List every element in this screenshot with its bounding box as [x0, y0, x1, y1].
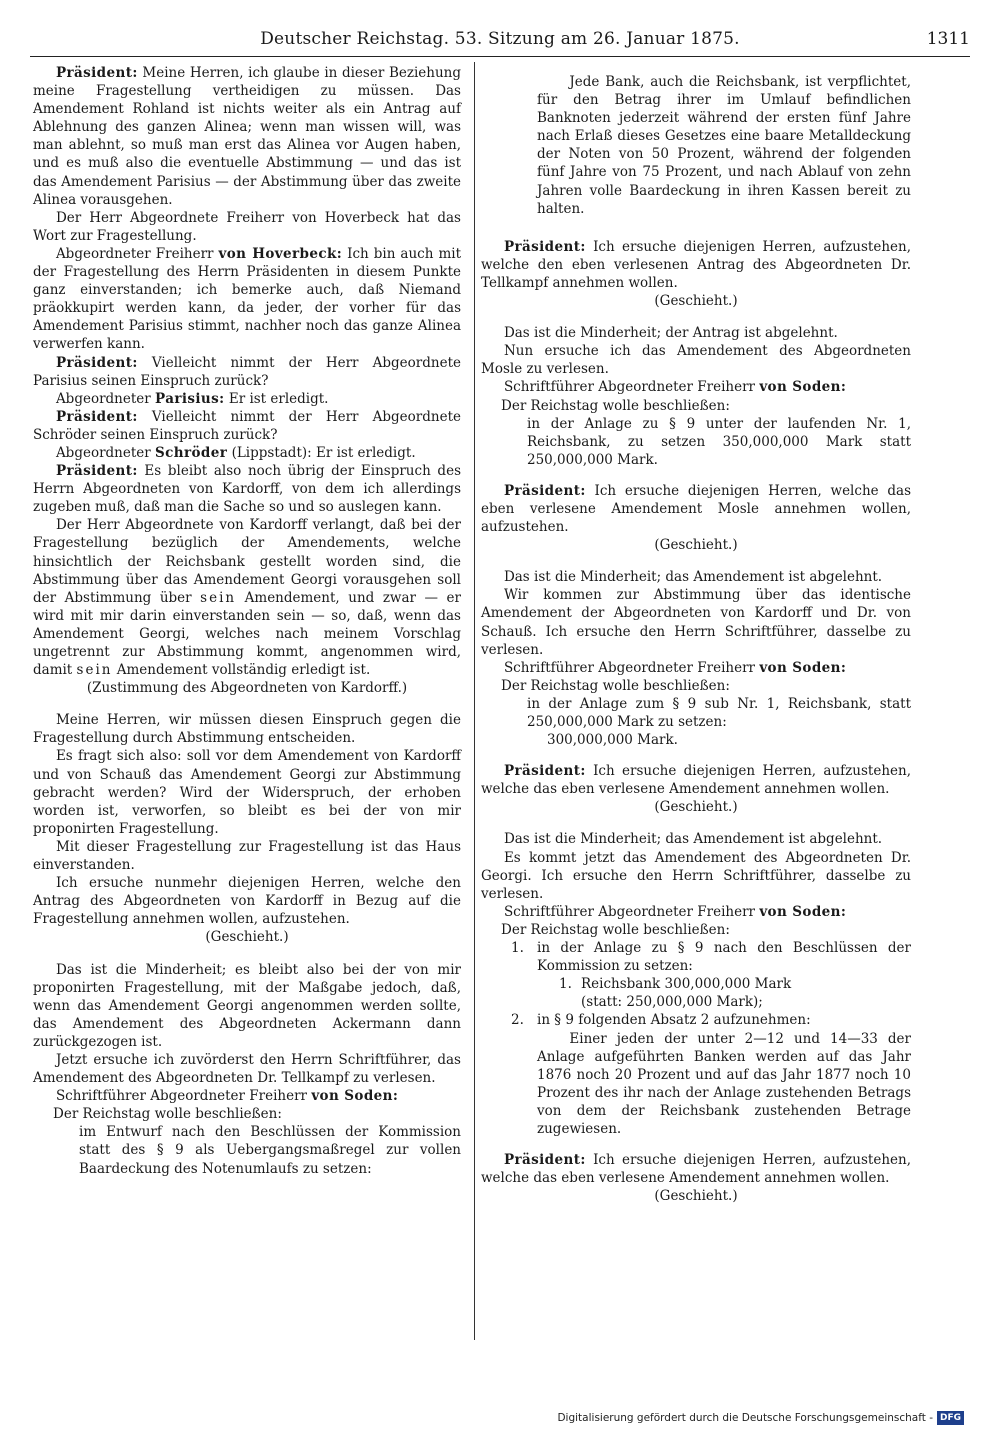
- stage-direction: (Geschieht.): [654, 293, 738, 310]
- speaker-title: Abgeordneter Freiherr: [55, 245, 219, 262]
- item-text: in § 9 folgenden Absatz 2 aufzunehmen:: [537, 1012, 811, 1029]
- speaker-name: Parisius:: [155, 390, 225, 407]
- paragraph: [481, 482, 911, 536]
- motion-item: [481, 939, 911, 975]
- speaker-title: Schriftführer Abgeordneter Freiherr: [55, 1088, 312, 1105]
- paragraph: [33, 64, 461, 209]
- speaker-title: Schriftführer Abgeordneter Freiherr: [503, 903, 760, 920]
- item-text: in der Anlage zu § 9 nach den Beschlüssen der Kommission zu setzen:: [537, 940, 911, 975]
- paragraph: Das ist die Minderheit; das Amendement ist abgelehnt.: [503, 569, 883, 586]
- paragraph-text: Es bleibt also noch übrig der Einspruch des Herrn Abgeordneten von Kardorff, von dem ich allerdings zugeben muß, daß man die Sache so und so auslegen kann.: [33, 463, 461, 516]
- paragraph-text: Amendement, und zwar — er wird mit mir darin einverstanden sein — so, daß, wenn das Amendement Georgi, welches nach meinem Vorschlag ungetrennt zur Abstimmung kommt, angenommen wird, damit: [33, 589, 461, 679]
- emphasis-text: sein: [76, 662, 113, 679]
- stage-direction: (Geschieht.): [654, 799, 738, 816]
- speaker-name: von Soden:: [759, 659, 847, 676]
- motion-line: Der Reichstag wolle beschließen:: [501, 677, 730, 694]
- item-text: Reichsbank 300,000,000 Mark: [581, 976, 792, 993]
- speaker-name: von Hoverbeck:: [218, 245, 343, 262]
- column-divider: [474, 62, 475, 1340]
- motion-text: in der Anlage zu § 9 unter der laufenden Nr. 1, Reichsbank, zu setzen 350,000,000 Mark statt 250,000,000 Mark.: [527, 415, 911, 468]
- motion-value: 300,000,000 Mark.: [547, 732, 678, 749]
- motion-text: in der Anlage zum § 9 sub Nr. 1, Reichsbank, statt 250,000,000 Mark zu setzen:: [527, 695, 911, 730]
- item-number: 1.: [559, 976, 572, 993]
- paragraph: Meine Herren, wir müssen diesen Einspruch gegen die Fragestellung durch Abstimmung entscheiden.: [33, 712, 461, 747]
- paragraph-text: Ich ersuche diejenigen Herren, welche das eben verlesene Amendement Mosle annehmen wollen, aufzustehen.: [481, 482, 911, 536]
- paragraph-text: Ich ersuche diejenigen Herren, aufzustehen, welche das eben verlesene Amendement annehmen wollen.: [481, 763, 911, 798]
- stage-direction: (Geschieht.): [654, 537, 738, 554]
- speaker-name: Präsident:: [503, 763, 586, 780]
- paragraph: [33, 408, 461, 444]
- paragraph: [33, 516, 461, 679]
- speaker-title: Abgeordneter: [55, 444, 156, 461]
- footer-text: Digitalisierung gefördert durch die Deutsche Forschungsgemeinschaft -: [557, 1412, 933, 1424]
- speaker-name: Präsident:: [55, 354, 138, 371]
- page-title: Deutscher Reichstag. 53. Sitzung am 26. Januar 1875.: [260, 29, 740, 49]
- speaker-name: Präsident:: [503, 238, 586, 255]
- paragraph-text: Amendement vollständig erledigt ist.: [112, 662, 371, 679]
- paragraph: Nun ersuche ich das Amendement des Abgeordneten Mosle zu verlesen.: [481, 343, 911, 378]
- motion-reader: [481, 378, 911, 396]
- paragraph: [33, 354, 461, 390]
- speaker-title: Schriftführer Abgeordneter Freiherr: [503, 659, 760, 676]
- speaker-name: Präsident:: [55, 65, 138, 81]
- paragraph: Das ist die Minderheit; es bleibt also bei der von mir proponirten Fragestellung, mit der Maßgabe jedoch, daß, wenn das Amendement Georgi angenommen werden sollte, das Amendement des Abgeordneten Ackermann dann zurückgezogen ist.: [33, 961, 461, 1050]
- motion-line: Der Reichstag wolle beschließen:: [501, 921, 730, 938]
- item-number: 2.: [511, 1012, 524, 1029]
- paragraph-text: Meine Herren, ich glaube in dieser Beziehung meine Fragestellung vertheidigen zu müssen. Das Amendement Rohland ist nichts weiter als ein Antrag auf Ablehnung des ganzen Alinea; wenn man wissen will, was man ablehnt, so muß man erst das Alinea vor Augen haben, und es muß also die eventuelle Abstimmung — und das ist das Amendement Parisius — der Abstimmung über das zweite Alinea vorausgehen.: [33, 65, 461, 208]
- paragraph: [481, 1151, 911, 1187]
- speaker-name: von Soden:: [311, 1088, 399, 1105]
- paragraph-text: Vielleicht nimmt der Herr Abgeordnete Schröder seinen Einspruch zurück?: [33, 408, 461, 443]
- paragraph: [33, 444, 461, 462]
- dfg-logo: DFG: [937, 1411, 964, 1425]
- speaker-name: Präsident:: [55, 463, 138, 480]
- speaker-name: Präsident:: [503, 482, 586, 499]
- paragraph: [33, 390, 461, 408]
- motion-text: Einer jeden der unter 2—12 und 14—33 der Anlage aufgeführten Banken werden auf das Jahr 1876 noch 20 Prozent und auf das Jahr 1877 noch 10 Prozent des ihr nach der Anlage zustehenden Betrags von dem der Reichsbank zustehenden Betrage zugewiesen.: [537, 1030, 911, 1137]
- paragraph: [33, 462, 461, 516]
- speaker-name: Präsident:: [503, 1152, 586, 1169]
- paragraph: Jetzt ersuche ich zuvörderst den Herrn Schriftführer, das Amendement des Abgeordneten Dr. Tellkampf zu verlesen.: [33, 1051, 461, 1087]
- motion-line: Der Reichstag wolle beschließen:: [53, 1106, 282, 1123]
- footer: [557, 1410, 964, 1426]
- paragraph-text: Ich bin auch mit der Fragestellung des Herrn Präsidenten in diesem Punkte ganz einverstanden; ich bemerke auch, daß Niemand präokkupirt werden kann, da jeder, der vorher für das Amendement Parisius stimmt, nachher noch das ganze Alinea verwerfen kann.: [33, 245, 461, 353]
- emphasis-text: sein: [200, 589, 237, 606]
- stage-direction: (Geschieht.): [654, 1188, 738, 1205]
- paragraph: Der Herr Abgeordnete Freiherr von Hoverbeck hat das Wort zur Fragestellung.: [33, 209, 461, 244]
- paragraph-text: Vielleicht nimmt der Herr Abgeordnete Parisius seinen Einspruch zurück?: [33, 354, 461, 389]
- motion-text: im Entwurf nach den Beschlüssen der Kommission statt des § 9 als Uebergangsmaßregel zur vollen Baardeckung des Notenumlaufs zu setzen:: [79, 1124, 461, 1177]
- paragraph: [33, 245, 461, 354]
- speaker-title: Schriftführer Abgeordneter Freiherr: [503, 379, 760, 396]
- item-number: 1.: [511, 940, 524, 957]
- paragraph: Es fragt sich also: soll vor dem Amendement von Kardorff und von Schauß das Amendement Georgi zur Abstimmung gebracht werden? Wird der Widerspruch, der erhoben worden ist, verworfen, so bleibt es bei der von mir proponirten Fragestellung.: [33, 748, 461, 837]
- paragraph-text: Er ist erledigt.: [224, 390, 329, 407]
- paragraph: [481, 762, 911, 798]
- motion-reader: [33, 1087, 461, 1105]
- motion-text: Jede Bank, auch die Reichsbank, ist verpflichtet, für den Betrag ihrer im Umlauf befindlichen Banknoten jederzeit während der ersten fünf Jahre nach Erlaß dieses Gesetzes eine baare Metalldeckung der Noten von 50 Prozent, während der folgenden fünf Jahre von 75 Prozent, und nach Ablauf von zehn Jahren volle Baardeckung in ihren Kassen bereit zu halten.: [537, 74, 911, 217]
- paragraph: Das ist die Minderheit; das Amendement ist abgelehnt.: [503, 831, 883, 848]
- paragraph: Ich ersuche nunmehr diejenigen Herren, welche den Antrag des Abgeordneten von Kardorff in Bezug auf die Fragestellung annehmen wollen, aufzustehen.: [33, 875, 461, 928]
- speaker-name: Präsident:: [55, 408, 138, 425]
- paragraph: Es kommt jetzt das Amendement des Abgeordneten Dr. Georgi. Ich ersuche den Herrn Schriftführer, dasselbe zu verlesen.: [481, 849, 911, 902]
- right-column: [481, 64, 911, 1219]
- paragraph: [481, 238, 911, 292]
- paragraph-text: Ich ersuche diejenigen Herren, aufzustehen, welche den eben verlesenen Antrag des Abgeordneten Dr. Tellkampf annehmen wollen.: [481, 238, 911, 291]
- speaker-title: Abgeordneter: [55, 390, 156, 407]
- stage-direction: (Geschieht.): [205, 929, 289, 946]
- motion-reader: [481, 903, 911, 921]
- motion-line: Der Reichstag wolle beschließen:: [501, 397, 730, 414]
- paragraph: Das ist die Minderheit; der Antrag ist abgelehnt.: [503, 325, 838, 342]
- page-header: [30, 22, 970, 57]
- page-number: 1311: [926, 29, 970, 49]
- stage-direction: (Zustimmung des Abgeordneten von Kardorff.): [86, 680, 408, 697]
- speaker-name: von Soden:: [759, 903, 847, 920]
- paragraph: Mit dieser Fragestellung zur Fragestellung ist das Haus einverstanden.: [33, 838, 461, 874]
- paragraph-text: (Lippstadt): Er ist erledigt.: [227, 444, 416, 461]
- paragraph-text: Der Herr Abgeordnete von Kardorff verlangt, daß bei der Fragestellung bezüglich der Amendements, welche hinsichtlich der Reichsbank gestellt worden sind, die Abstimmung über das Amendement Georgi vorausgehen soll der Abstimmung über: [33, 517, 461, 606]
- speaker-name: von Soden:: [759, 379, 847, 396]
- left-column: [33, 64, 461, 1178]
- motion-reader: [481, 659, 911, 677]
- motion-subitem-note: (statt: 250,000,000 Mark);: [581, 994, 763, 1011]
- speaker-name: Schröder: [155, 444, 228, 461]
- paragraph: Wir kommen zur Abstimmung über das identische Amendement der Abgeordneten von Kardorff und Dr. von Schauß. Ich ersuche den Herrn Schriftführer, dasselbe zu verlesen.: [481, 587, 911, 658]
- motion-subitem: [481, 975, 911, 993]
- paragraph-text: Ich ersuche diejenigen Herren, aufzustehen, welche das eben verlesene Amendement annehmen wollen.: [481, 1152, 911, 1187]
- motion-item: [481, 1011, 911, 1029]
